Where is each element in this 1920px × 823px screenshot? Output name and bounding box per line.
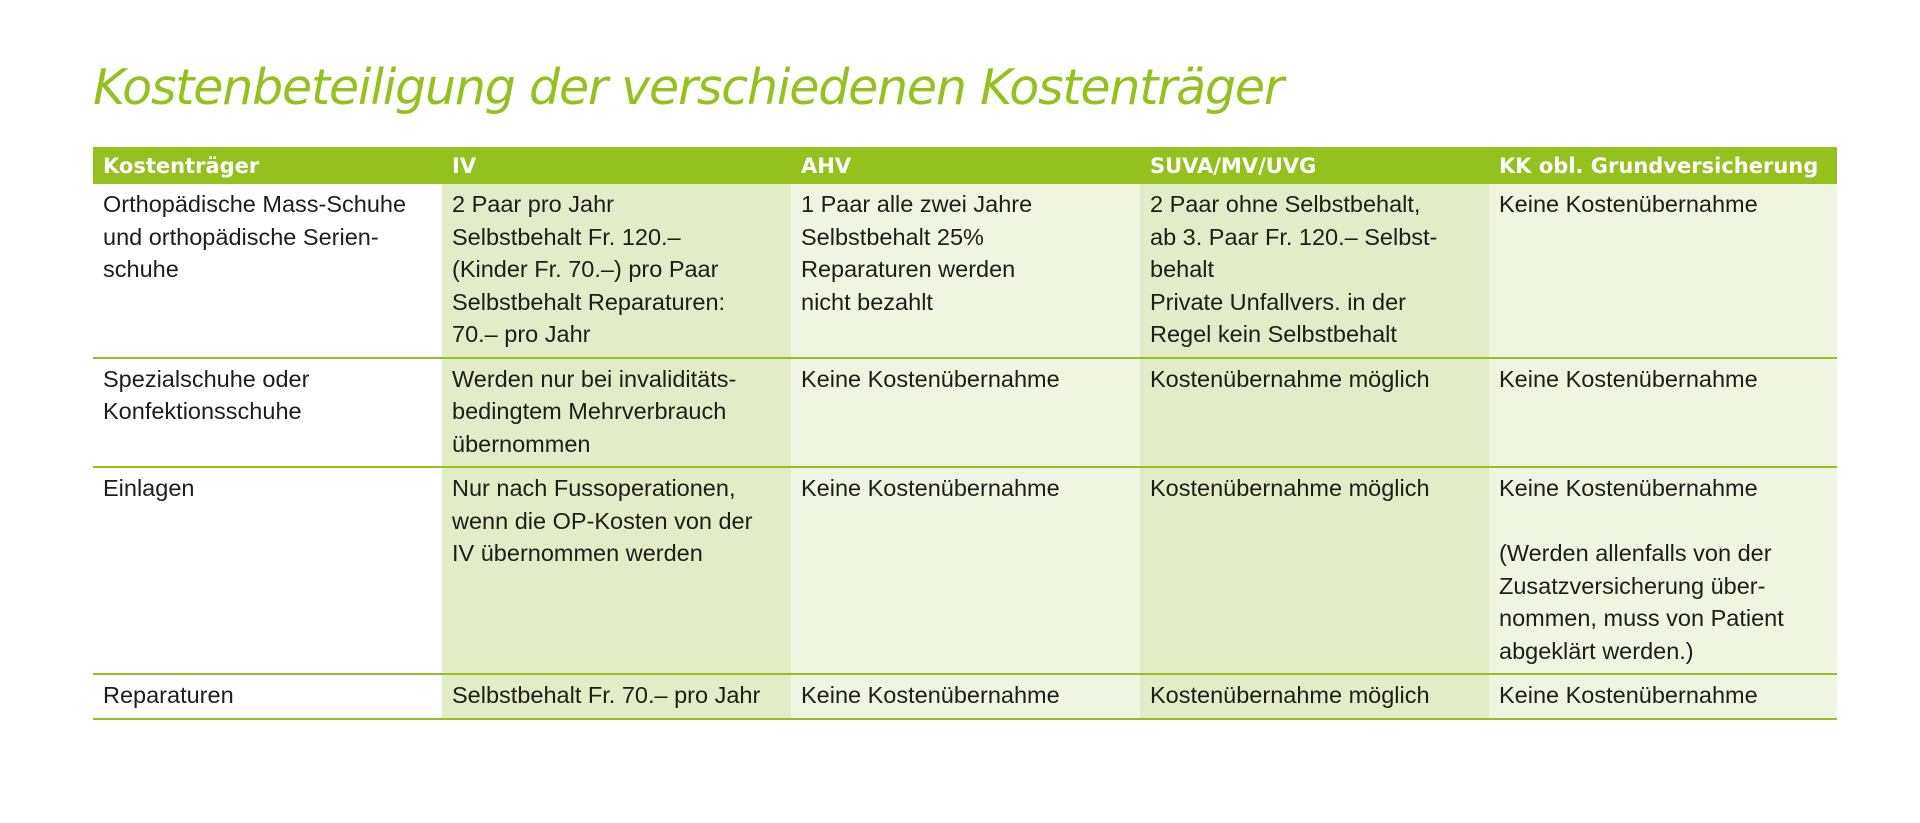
header-iv: IV <box>442 147 791 184</box>
header-kk-grundversicherung: KK obl. Grundversicherung <box>1489 147 1837 184</box>
cell-line: Private Unfallvers. in der <box>1150 288 1406 315</box>
cell-line: Keine Kostenübernahme <box>801 365 1060 392</box>
cell-line: Konfektionsschuhe <box>103 398 302 424</box>
cost-table <box>93 147 1837 720</box>
cell-line: Einlagen <box>103 475 195 501</box>
cell-line: Werden nur bei invaliditäts- <box>452 365 737 392</box>
cell-line: Selbstbehalt Fr. 120.– <box>452 223 681 250</box>
cell-iv <box>442 184 791 358</box>
line-gap <box>1499 505 1827 538</box>
cell-line: Selbstbehalt Fr. 70.– pro Jahr <box>452 682 761 708</box>
cell-line: übernommen <box>452 430 591 457</box>
cell-line: Keine Kostenübernahme <box>1499 475 1758 501</box>
cell-ahv <box>791 467 1140 674</box>
cell-line: Selbstbehalt Reparaturen: <box>452 288 726 315</box>
header-suva-mv-uvg: SUVA/MV/UVG <box>1140 147 1489 184</box>
table-row <box>93 358 1837 468</box>
cell-suva <box>1140 184 1489 358</box>
cell-line: behalt <box>1150 256 1215 282</box>
cell-line: ab 3. Paar Fr. 120.– Selbst- <box>1150 223 1438 250</box>
cell-line: Reparaturen <box>103 682 234 708</box>
cell-line: Kostenübernahme möglich <box>1150 682 1430 708</box>
cell-line: nicht bezahlt <box>801 288 933 315</box>
cell-note-line: Zusatzversicherung über- <box>1499 572 1766 599</box>
cell-line: Regel kein Selbstbehalt <box>1150 321 1397 347</box>
cell-line: wenn die OP-Kosten von der <box>452 507 753 534</box>
cell-suva <box>1140 467 1489 674</box>
cell-ahv <box>791 184 1140 358</box>
cell-note-line: abgeklärt werden.) <box>1499 637 1694 664</box>
cell-kk <box>1489 358 1837 468</box>
table-header-row <box>93 147 1837 184</box>
cell-iv <box>442 358 791 468</box>
cell-kk <box>1489 467 1837 674</box>
table-row <box>93 467 1837 674</box>
cell-line: Keine Kostenübernahme <box>1499 682 1758 708</box>
cell-line: Keine Kostenübernahme <box>801 475 1060 501</box>
cell-kostentraeger <box>93 358 442 468</box>
cell-line: Nur nach Fussoperationen, <box>452 475 736 501</box>
cell-line: Keine Kostenübernahme <box>1499 191 1758 217</box>
cell-line: und orthopädische Serien- <box>103 223 379 250</box>
cell-line: 2 Paar ohne Selbstbehalt, <box>1150 191 1421 217</box>
cell-line: 1 Paar alle zwei Jahre <box>801 191 1033 217</box>
table-row <box>93 674 1837 719</box>
cell-line: Orthopädische Mass-Schuhe <box>103 191 407 217</box>
cell-line: bedingtem Mehrverbrauch <box>452 398 727 424</box>
header-kostentraeger: Kostenträger <box>93 147 442 184</box>
cell-kostentraeger <box>93 184 442 358</box>
cell-kk <box>1489 674 1837 719</box>
cell-kk <box>1489 184 1837 358</box>
cell-line: 2 Paar pro Jahr <box>452 191 614 217</box>
cell-suva <box>1140 674 1489 719</box>
cell-line: Keine Kostenübernahme <box>801 682 1060 708</box>
cell-line: IV übernommen werden <box>452 540 703 566</box>
cell-line: Reparaturen werden <box>801 256 1016 282</box>
cell-iv <box>442 467 791 674</box>
cell-kostentraeger <box>93 674 442 719</box>
cell-line: Selbstbehalt 25% <box>801 223 984 250</box>
cell-line: Kostenübernahme möglich <box>1150 365 1430 392</box>
cell-line: Keine Kostenübernahme <box>1499 365 1758 392</box>
cell-ahv <box>791 358 1140 468</box>
table-row <box>93 184 1837 358</box>
cell-line: 70.– pro Jahr <box>452 321 591 347</box>
page-title: Kostenbeteiligung der verschiedenen Kostenträger <box>93 59 1283 116</box>
cell-line: Kostenübernahme möglich <box>1150 475 1430 501</box>
header-ahv: AHV <box>791 147 1140 184</box>
cell-suva <box>1140 358 1489 468</box>
cell-ahv <box>791 674 1140 719</box>
cell-note-line: nommen, muss von Patient <box>1499 605 1784 631</box>
cell-line: Spezialschuhe oder <box>103 365 310 392</box>
cell-iv <box>442 674 791 719</box>
cell-note-line: (Werden allenfalls von der <box>1499 540 1772 566</box>
cell-kostentraeger <box>93 467 442 674</box>
cell-line: schuhe <box>103 256 179 282</box>
cell-line: (Kinder Fr. 70.–) pro Paar <box>452 256 719 282</box>
